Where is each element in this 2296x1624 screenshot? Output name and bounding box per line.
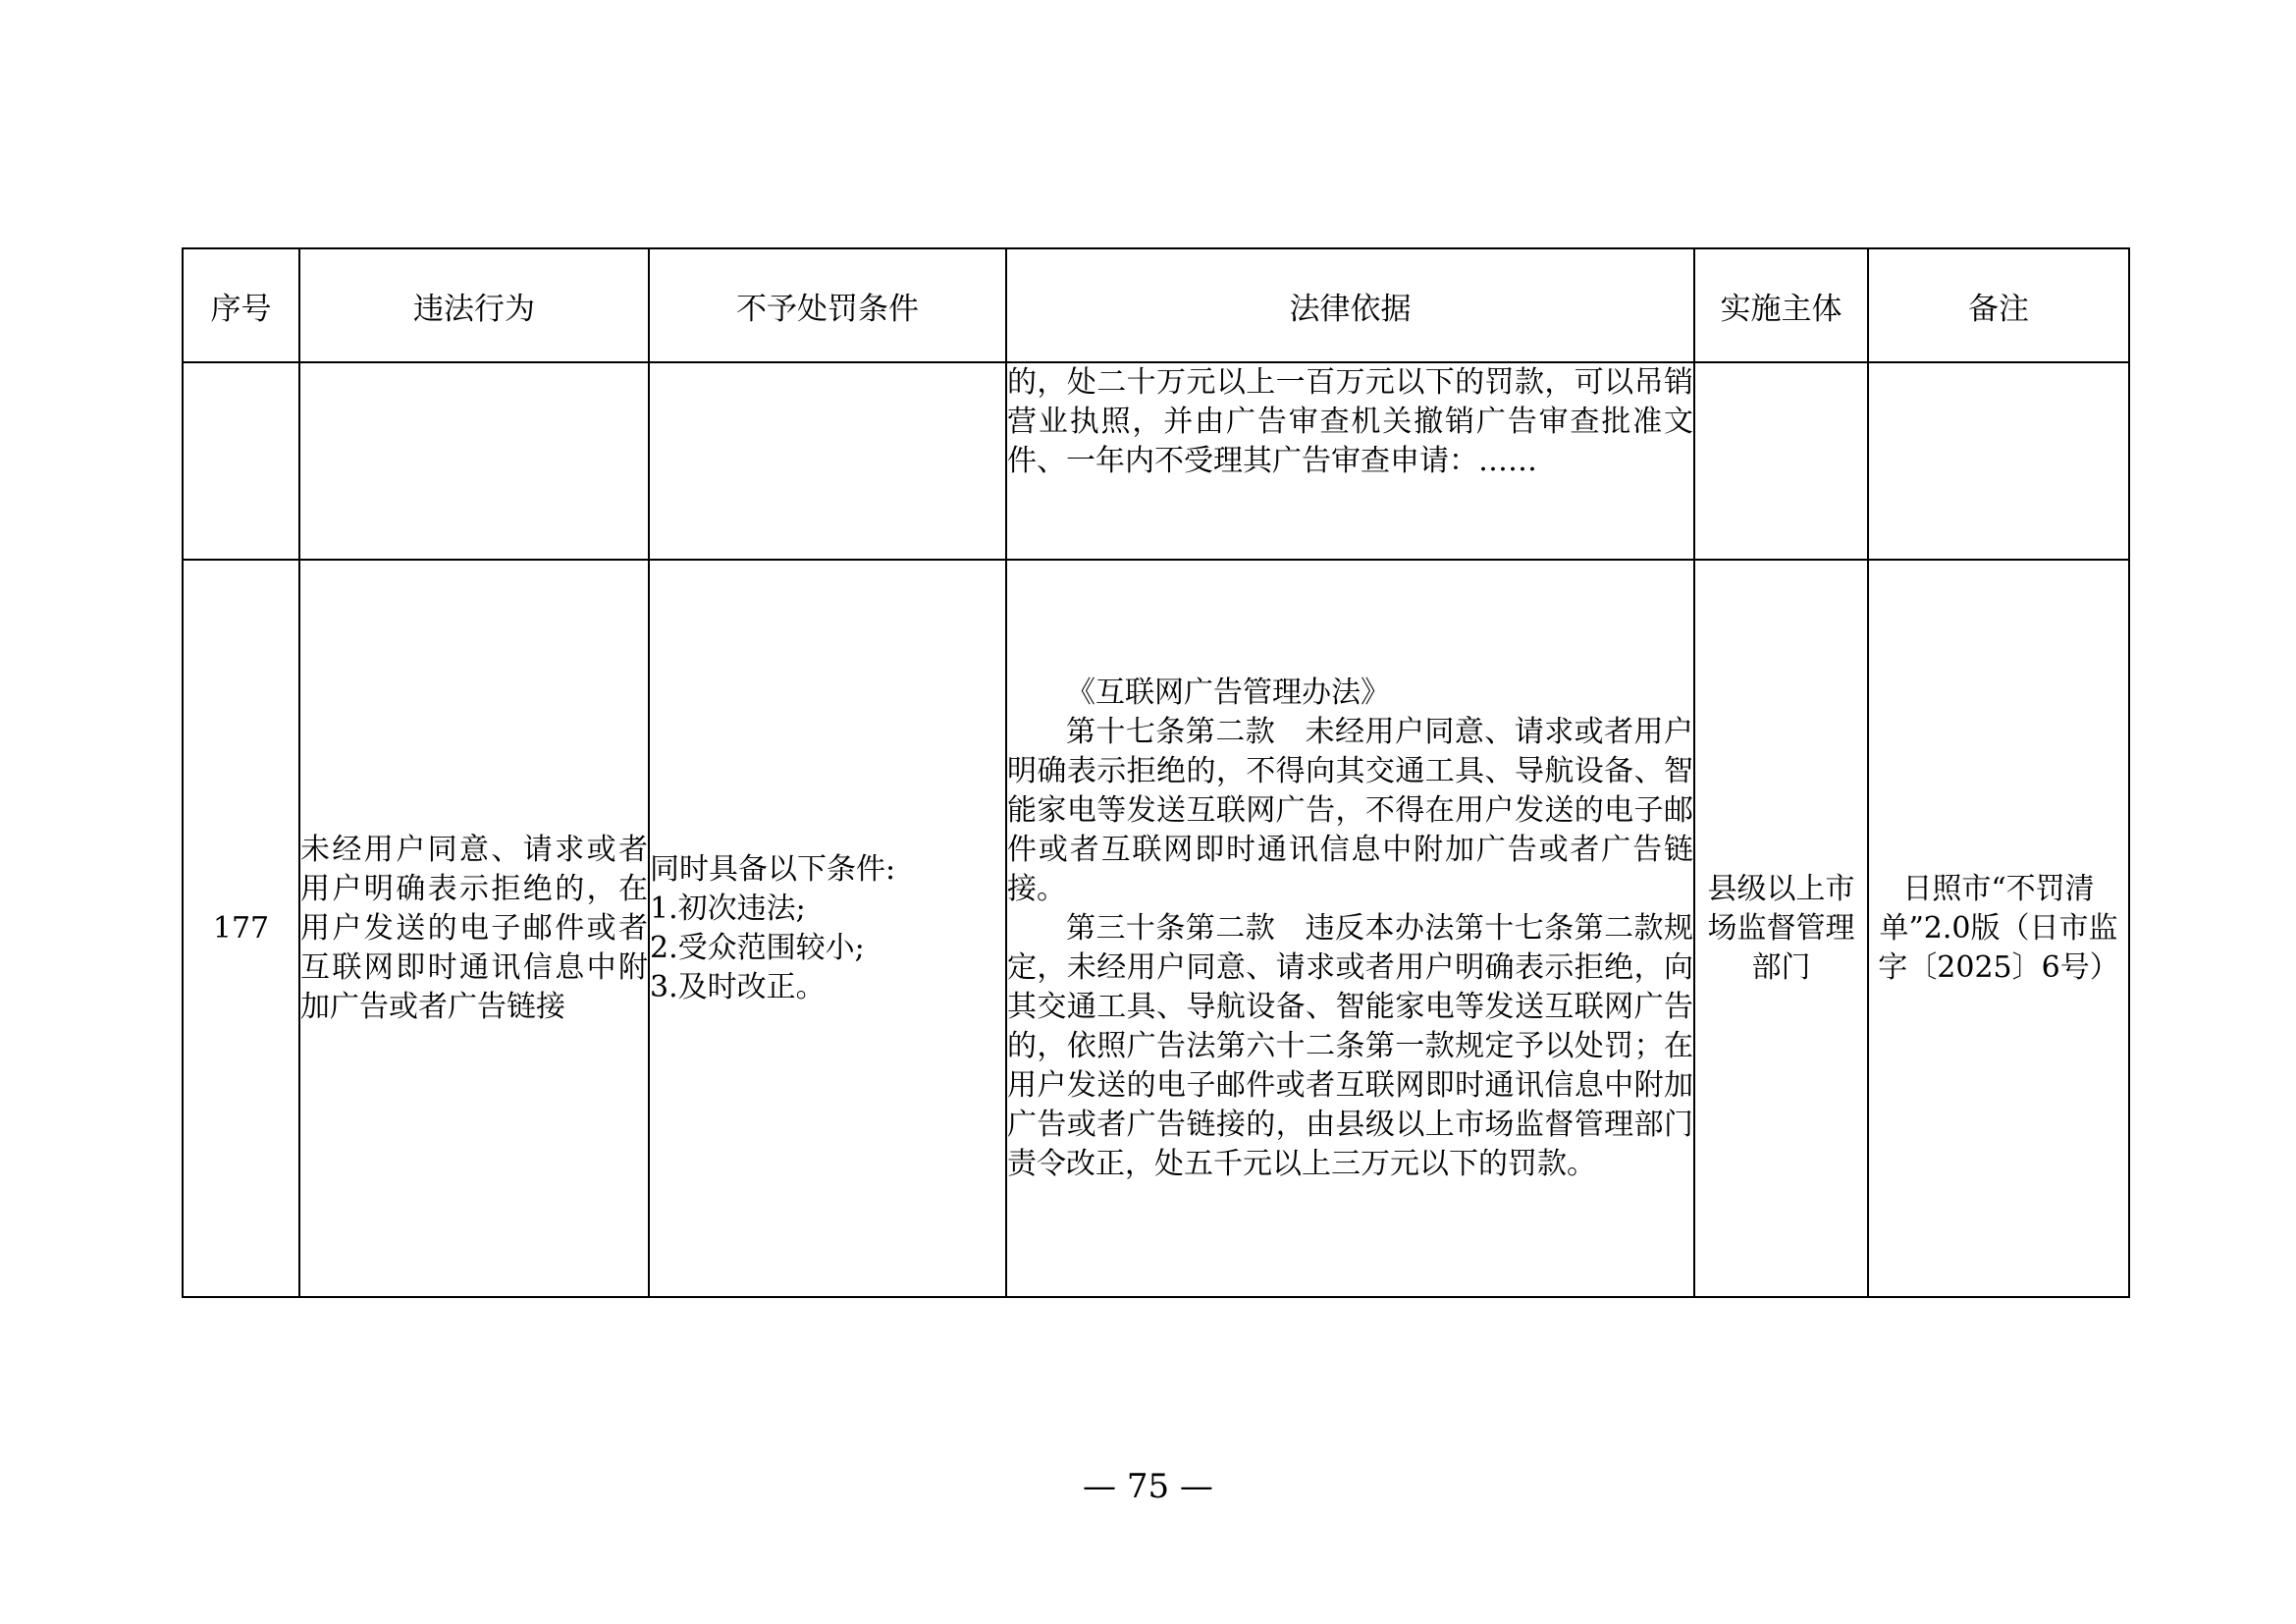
- header-violation: 违法行为: [299, 248, 649, 362]
- condition-item: 1.初次违法;: [650, 891, 806, 926]
- condition-item: 2.受众范围较小;: [650, 930, 865, 965]
- continued-basis-cell: [1006, 362, 1694, 560]
- page-number: — 75 —: [1083, 1467, 1213, 1506]
- table-row-continued: [183, 362, 2129, 560]
- continued-remark-cell: [1868, 362, 2129, 560]
- conditions-intro: 同时具备以下条件:: [650, 851, 896, 887]
- row-number: 177: [183, 560, 299, 1297]
- header-row: [183, 248, 2129, 362]
- article-17-clause: 第十七条第二款 未经用户同意、请求或者用户明确表示拒绝的，不得向其交通工具、导航设备、智能家电等发送互联网广告，不得在用户发送的电子邮件或者互联网即时通讯信息中附加广告或者广告链接。: [1007, 714, 1693, 906]
- header-conditions: 不予处罚条件: [649, 248, 1006, 362]
- continued-violation-cell: [299, 362, 649, 560]
- continued-number-cell: [183, 362, 299, 560]
- penalty-exemption-table: [182, 247, 2130, 1298]
- header-authority: 实施主体: [1694, 248, 1868, 362]
- condition-item: 3.及时改正。: [650, 969, 826, 1004]
- article-30-clause: 第三十条第二款 违反本办法第十七条第二款规定，未经用户同意、请求或者用户明确表示拒绝，向其交通工具、导航设备、智能家电等发送互联网广告的，依照广告法第六十二条第一款规定予以处罚；在用户发送的电子邮件或者互联网即时通讯信息中附加广告或者广告链接的，由县级以上市场监督管理部门责令改正，处五千元以上三万元以下的罚款。: [1007, 910, 1693, 1181]
- header-remark: 备注: [1868, 248, 2129, 362]
- remark-text: 日照市“不罚清单”2.0版（日市监字〔2025〕6号）: [1868, 560, 2129, 1297]
- law-title: 《互联网广告管理办法》: [1066, 675, 1390, 710]
- header-legal-basis: 法律依据: [1006, 248, 1694, 362]
- legal-basis-cell: [1006, 560, 1694, 1297]
- violation-text: 未经用户同意、请求或者用户明确表示拒绝的，在用户发送的电子邮件或者互联网即时通讯信息中附加广告或者广告链接: [299, 560, 649, 1297]
- authority-text: 县级以上市场监督管理部门: [1694, 560, 1868, 1297]
- conditions-cell: [649, 560, 1006, 1297]
- table-row: [183, 560, 2129, 1297]
- continued-basis-text: 的，处二十万元以上一百万元以下的罚款，可以吊销营业执照，并由广告审查机关撤销广告审查批准文件、一年内不受理其广告审查申请：……: [1007, 365, 1693, 478]
- continued-conditions-cell: [649, 362, 1006, 560]
- continued-authority-cell: [1694, 362, 1868, 560]
- header-number: 序号: [183, 248, 299, 362]
